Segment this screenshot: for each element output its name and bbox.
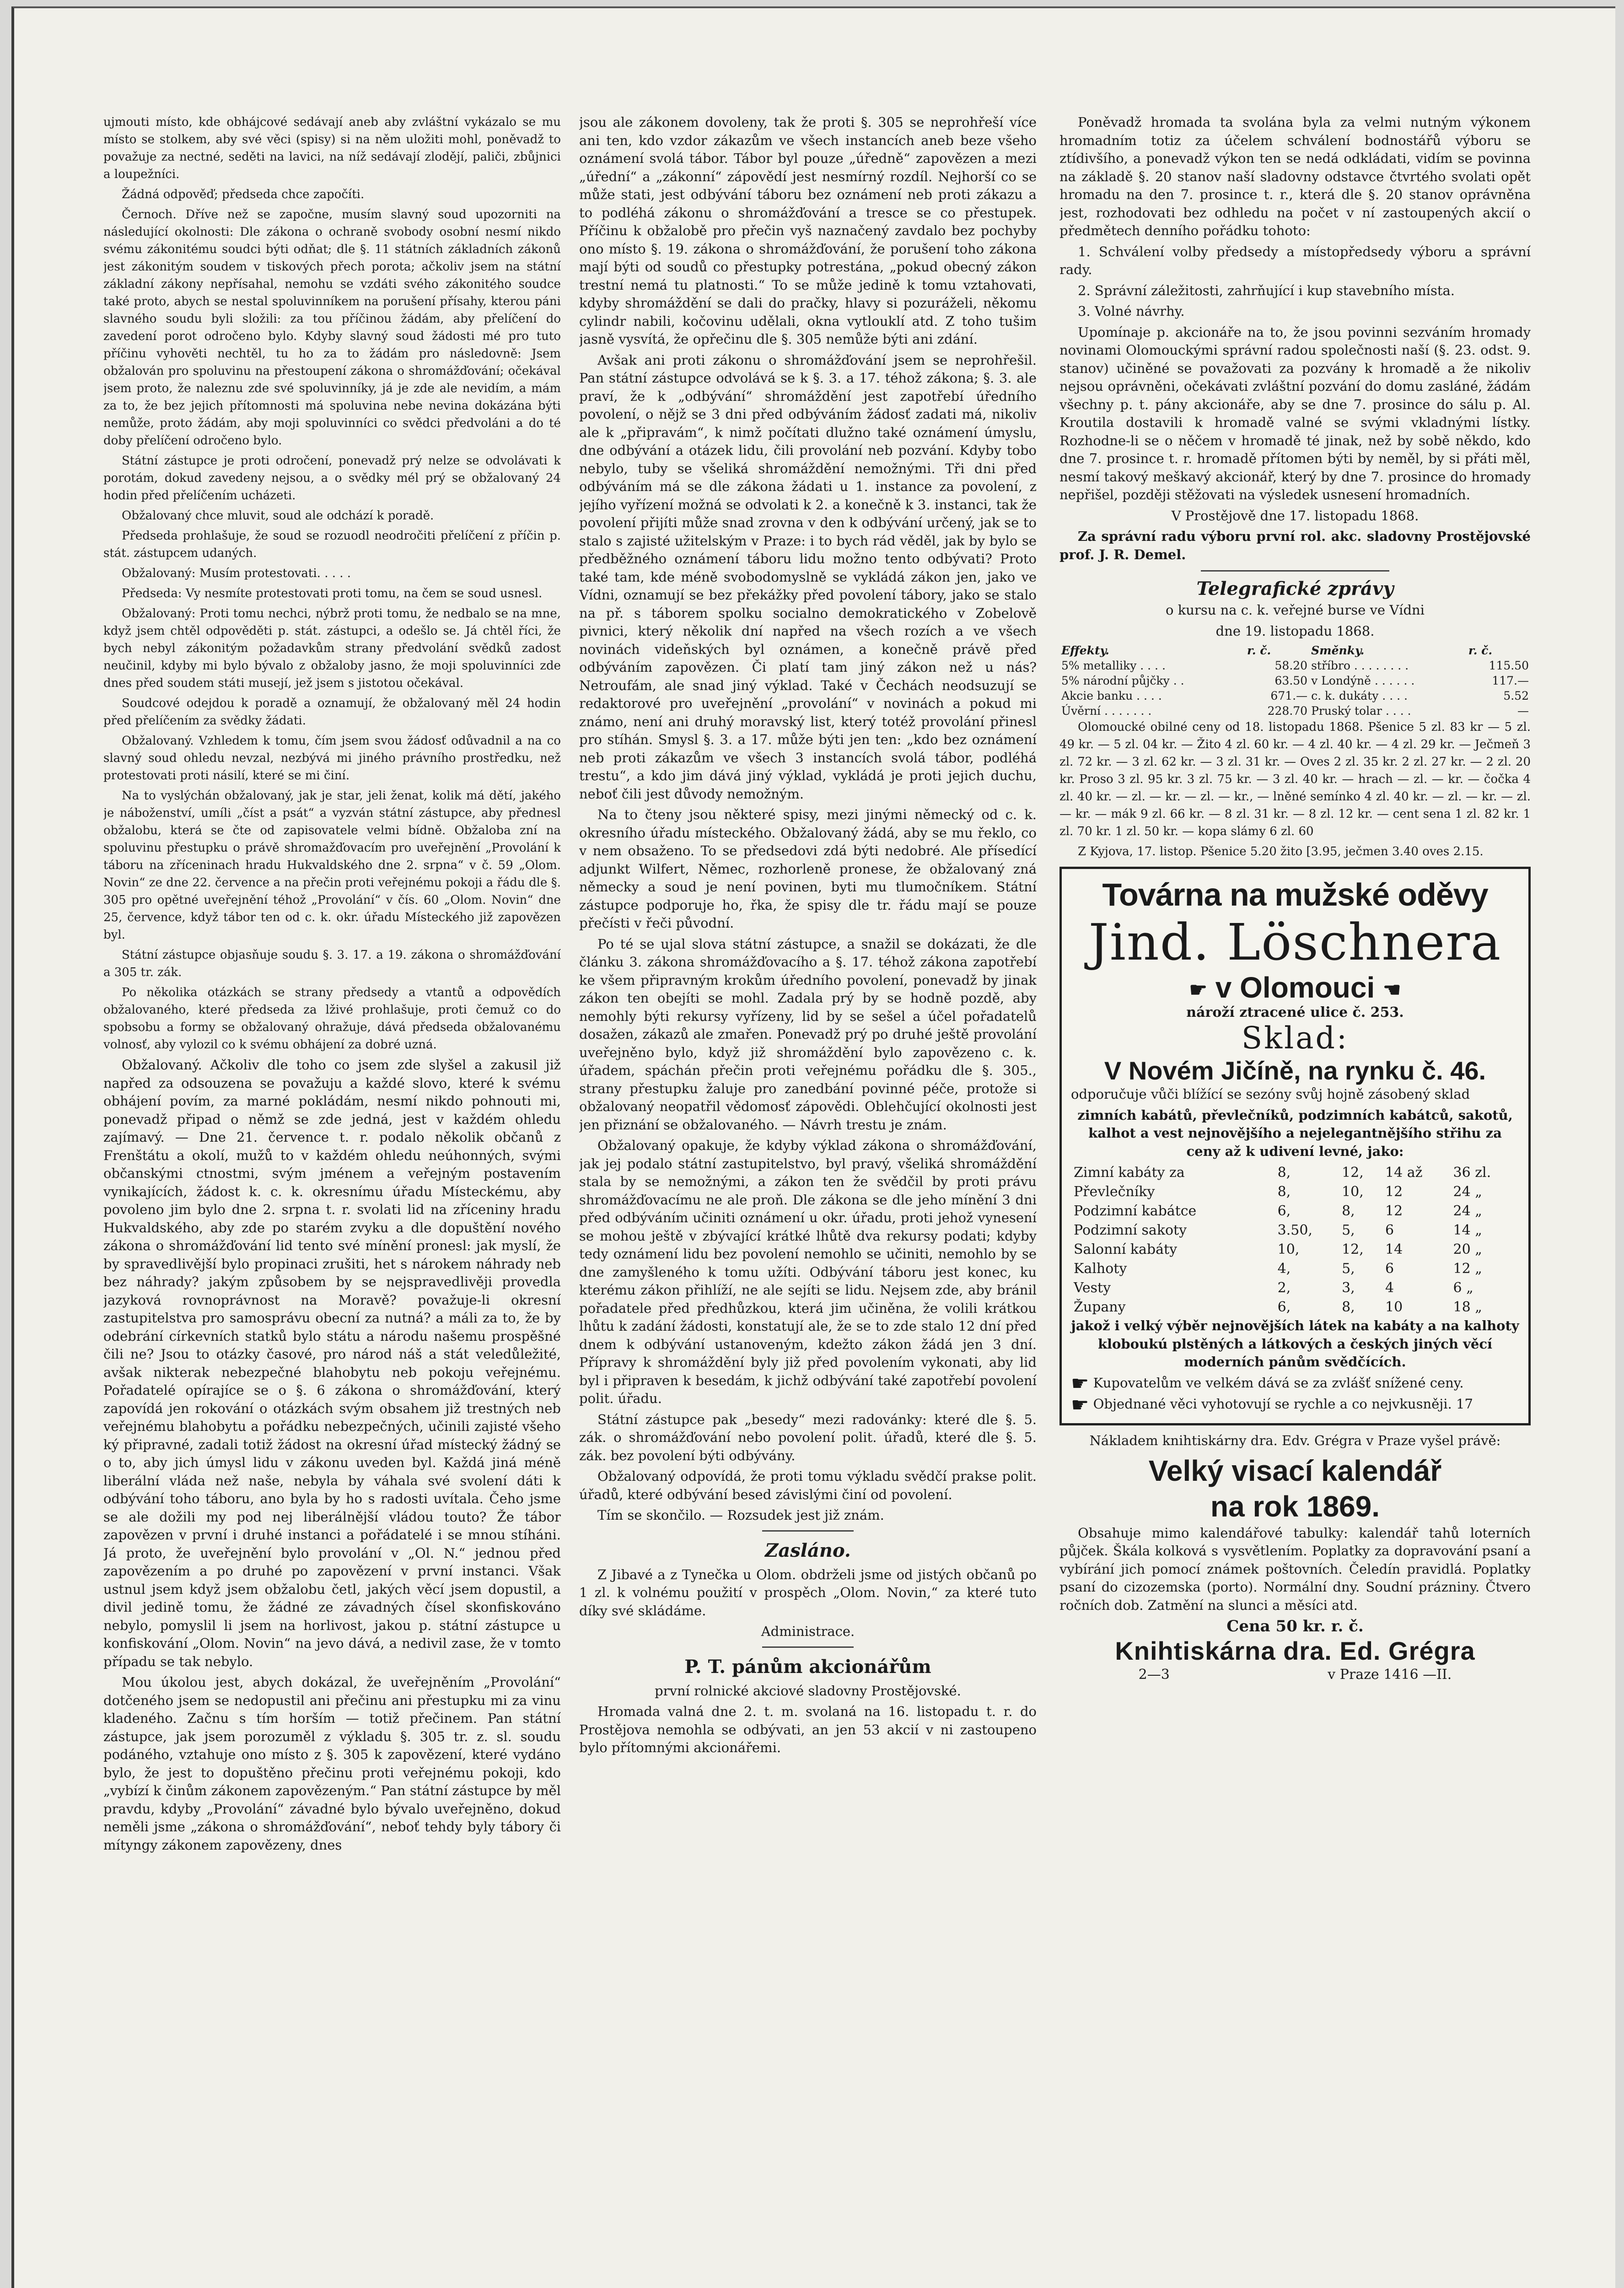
header-cell: Směnky. [1311, 644, 1365, 657]
table-row [1059, 703, 1531, 718]
table-row [1071, 1221, 1519, 1240]
section-heading-telegraf: Telegrafické zprávy [1196, 578, 1394, 599]
ad-text: zimních kabátů, převlečníků, podzimních kabátců, sakotů, kalhot a vest nejnovějšího a nejelegantnějšího střihu za ceny až k udivení levné, jako: [1077, 1107, 1513, 1159]
paragraph: Obžalovaný opakuje, že kdyby výklad zákona o shromážďování, jak jej podalo státní zastupitelstvo, byl pravý, všeliká shromáždění stala by se nemožnými, a zákon ten že svědčil by proti právu shromážďovacímu ne ale proň. Dle zákona se dle jeho mínění 3 dni před odbýváním učiniti oznámení u okr. úřadu, proti jehož vynesení se mohou ještě v zbývající krátké lhůtě dva rekursy podati; kdyby tedy oznámení lidu bez povolení nemohlo se učiniti, nemohlo by se dne zamyšleného k tomu užíti. Odbývání táboru jest konec, ku kterému zákon přihlíží, ne ale sejíti se lidu. Nejsem zde, aby bránil pořadatele před předhůzkou, která jim učiněna, že volili krátkou lhůtu k zadání žádosti, konstatují ale, že se to zde stalo 12 dní před dnem k odbývání ustanoveným, kdežto zákon žádá jen 3 dní. Přípravy k shromáždění byly již před povolením vykonati, aby lid byl i připraven k besedám, k jichž odbývání také zapotřebí povolení polit. úřadu. [579, 1138, 1037, 1406]
ad-wholesale: Kupovatelům ve velkém dává se za zvlášť snížené ceny. [1093, 1375, 1464, 1391]
ad-warehouse-address: V Novém Jičíně, na rynku č. 46. [1104, 1056, 1486, 1085]
table-row [1071, 1240, 1519, 1259]
paragraph: Soudcové odejdou k poradě a oznamují, že obžalovaný měl 24 hodin před přelíčením za svědky žádati. [103, 696, 561, 728]
section-heading-akcionari: P. T. pánům akcionářům [684, 1656, 931, 1678]
ad-city [1071, 971, 1519, 1004]
ad-city-label: v Olomouci [1215, 971, 1375, 1004]
table-cell: 12, [1342, 1165, 1364, 1181]
grain-prices: Olomoucké obilné ceny od 18. listopadu 1868. Pšenice 5 zl. 83 kr — 5 zl. 49 kr. — 5 zl. 04 kr. — Žito 4 zl. 60 kr. — 4 zl. 40 kr. — 4 zl. 29 kr. — Ječmeň 3 zl. 72 kr. — 3 zl. 62 kr. — 3 zl. 31 kr. — Oves 2 zl. 35 kr. 2 zl. 27 kr. — 2 zl. 20 kr. Proso 3 zl. 95 kr. 3 zl. 75 kr. — 3 zl. 40 kr. — hrach — zl. — kr. — čočka 4 zl. 40 kr. — zl. — kr. — zl. — kr., — lněné semínko 4 zl. 40 kr. — zl. — kr. — zl. — kr. — mák 9 zl. 66 kr. — 8 zl. 31 kr. — 8 zl. 12 kr. — cent sena 1 zl. 82 kr. 1 zl. 70 kr. 1 zl. 50 kr. — kopa slámy 6 zl. 60 [1059, 720, 1531, 838]
table-cell: 2, [1277, 1280, 1291, 1296]
printer-name: Knihtiskárna dra. Ed. Grégra [1115, 1636, 1475, 1665]
table-cell: 20 „ [1453, 1241, 1482, 1257]
ad-headline: Továrna na mužské oděvy [1102, 877, 1488, 912]
ad-orders: Objednané věci vyhotovují se rychle a co nejvkusněji. [1093, 1396, 1452, 1412]
signature: Administrace. [761, 1624, 855, 1639]
table-cell: 24 „ [1453, 1203, 1482, 1219]
paragraph: ujmouti místo, kde obhájcové sedávají aneb aby zvláštní vykázalo se mu místo se stolkem, aby své věci (spisy) si na něm uložiti mohl, poněvadž to považuje za nectné, seděti na lavici, na níž sedávají zlodějí, paliči, zbůjnici a loupežníci. [103, 115, 561, 181]
table-row [1071, 1163, 1519, 1182]
table-cell: 5.52 [1503, 689, 1529, 702]
table-cell: 12 [1385, 1203, 1403, 1219]
table-cell: 63.50 [1274, 674, 1308, 687]
table-cell: 10, [1277, 1241, 1300, 1257]
ad-number: 17 [1456, 1396, 1473, 1412]
calendar-year: na rok 1869. [1210, 1489, 1380, 1523]
header-cell: r. č. [1247, 644, 1271, 657]
table-cell: 8, [1277, 1184, 1291, 1200]
paragraph: Po té se ujal slova státní zástupce, a snažil se dokázati, že dle článku 3. zákona shromážďovacího a §. 17. téhož zákona zapotřebí ke všem připravným krokům úředního povolení, ponevadž by jinak zákon ten obejíti se mohl. Zadala prý by se hodně pozdě, aby nemohly býti rekursy vyřízeny, lid by se sešel a účel pořadatelů dosažen, zákazů ale zmařen. Ponevadž prý po druhé ještě provolání uveřejněno bylo, když již shromáždění bylo zapovězeno c. k. úřadem, spáchán přečin proti veřejnému pořádku dle §. 305., strany přestupku žaluje pro zanedbání povinné péče, protože si obžalovaný neopatřil vědomosť zápovědi. Oblehčující okolnosti jest jen přiznání se obžalovaného. — Návrh trestu je znám. [579, 936, 1037, 1133]
ad-address: nároží ztracené ulice č. 253. [1186, 1004, 1404, 1020]
dateline: V Prostějově dne 17. listopadu 1868. [1171, 507, 1419, 523]
paragraph: Státní zástupce pak „besedy“ mezi radovánky: které dle §. 5. zák. o shromážďování nebo povolení polit. úřadů, které dle §. 5. zák. bez povolení býti odbývány. [579, 1411, 1037, 1463]
paragraph: Obžalovaný odpovídá, že proti tomu výkladu svědčí prakse polit. úřadů, které odbývání besed závislými činí od povolení. [579, 1468, 1037, 1502]
paragraph: Obžalovaný. Ačkoliv dle toho co jsem zde slyšel a zakusil již napřed za odsouzena se považuju a každé slovo, které k svému obhájení povím, za marné pokládám, nesmí nikdo pohnouti mi, ponevadž připad o němž se zde jedná, jest v každém ohledu zajímavý. — Dne 21. července t. r. podalo několik občanů z Frenštátu a okolí, mužů to v každém ohledu neúhonných, svými občanskými ctnostmi, svým jménem a veřejným postavením vynikajících, žádost k. c. k. okresnímu úřadu Místeckému, aby povoleno jim bylo dne 2. srpna t. r. svolati lid na zříceniny hradu Hukvaldského, aby zde po starém zvyku a dle dopuštění nového zákona o shromážďování lid tento své mínění pronesl: jak myslí, že by spravedlivější bylo propinaci zrušiti, het s nárokem náhrady neb bez náhrady? jakým způsobem by se nejspravedlivěji provedla jazyková rovnoprávnost na Moravě? považuje-li okresní zastupitelstva pro samosprávu obecní za nutná? a máli za to, že by odebrání církevních statků bylo státu a národu našemu prospěšné čili ne? Jsou to otázky časové, pro národ náš a stát veledůležité, avšak nikterak nebezpečné blahobytu neb pokoju veřejnému. Pořadatelé opírajíce se o §. 6 zákona o shromážďování, který zapovídá jen rokování o otázkách svým obsahem již trestných neb veřejnému blahobytu a pořádku nebezpečných, učinili zajisté všeho ký připravné, zadali totiž žádost na okresní úřad místecký žádný se o to, aby jich úmysl lidu v zákonu uveden byl. Každá jiná méně liberální vláda než naše, nebyla by váhala své svolení dáti k odbývání toho táboru, ano byla by ho s radosti uvítala. Čeho jsme se ale dožili my pod nej liberálnější vládou touto? Že tábor zapovězen v první i druhé instanci a pořádatelé i se mnou stíháni. Já proto, že uveřejnění bylo provolání v „Ol. N.“ jednou před zapovězením a po druhé po zapovězení v první instanci. Však ustnul jsem když jsem obžalobu četl, jakých věcí jsem dopustil, a divil jedině tomu, že žádné ze závadných čísel skonfiskováno nebylo, pomyslil li jsem na horlivost, jakou p. státní zástupce u konfiskování „Olom. Novin“ na jevo dává, a nedivil zase, že v tomto případu se tak nebylo. [103, 1057, 561, 1669]
table-cell: Zimní kabáty za [1074, 1165, 1185, 1181]
table-cell: 117.— [1492, 674, 1529, 687]
subheading: dne 19. listopadu 1868. [1215, 623, 1375, 639]
ad-text: odporučuje vůči blížící se sezóny svůj hojně zásobený sklad [1071, 1086, 1470, 1102]
table-row [1059, 673, 1531, 688]
pointing-hand-icon: ☛ [1189, 978, 1207, 1001]
calendar-text: Obsahuje mimo kalendářové tabulky: kalendář tahů loterních půjček. Škála kolková s vysvětlením. Poplatky za dopravování psaní a vybírání jich pomocí známek poštovních. Čeledín pravidlá. Poplatky psaní do cizozemska (porto). Normální dny. Soudní prázniny. Čtvero ročních dob. Zatmění na slunci a měsíci atd. [1059, 1525, 1531, 1613]
divider [762, 1646, 854, 1648]
exchange-rates-table [1059, 643, 1531, 718]
table-cell: 4 [1385, 1280, 1394, 1296]
table-cell: 24 „ [1453, 1184, 1482, 1200]
table-cell: 4, [1277, 1261, 1291, 1277]
agenda-item: 1. Schválení volby předsedy a místopředsedy výboru a správní rady. [1059, 243, 1531, 277]
calendar-title: Velký visací kalendář [1148, 1454, 1442, 1487]
table-cell: Podzimní kabátce [1074, 1203, 1197, 1219]
table-cell: Kalhoty [1074, 1261, 1127, 1277]
paragraph: Státní zástupce je proti odročení, ponevadž prý nelze se odvolávati k porotám, dokud zavedeny nejsou, a o svědky mél prý se obžalovaný 24 hodin před přelíčením ucházeti. [103, 454, 561, 502]
table-cell: 5% metalliky . . . . [1061, 659, 1166, 672]
table-row [1071, 1202, 1519, 1221]
paragraph: Na to vyslýchán obžalovaný, jak je star, jeli ženat, kolik má dětí, jakého je náboženství, umíli „číst a psát“ a vyzván státní zástupce, aby přednesl obžalobu, která se čte od zapisovatele velmi bídně. Obžaloba zní na spoluvinu přestupku o právě shromažďovacím pro uveřejnění „Provolání k táboru na zříceninach hradu Hukvaldského dne 2. srpna“ v č. 59 „Olom. Novin“ ze dne 22. července a na přečin proti veřejnému pokoji a řádu dle §. 305 pro opětné uveřejnění téhož „Provolání“ v čís. 60 „Olom. Novin“ dne 25, července, když tábor ten od c. k. okr. úřadu Místeckého již zapovězen byl. [103, 789, 561, 942]
table-row [1059, 688, 1531, 703]
paragraph: Předseda prohlašuje, že soud se rozuodl neodročiti přelíčení z příčin p. stát. zástupcem udaných. [103, 529, 561, 560]
subheading: o kursu na c. k. veřejné burse ve Vídni [1166, 602, 1425, 618]
header-cell: Effekty. [1061, 644, 1109, 657]
table-cell: 3, [1342, 1280, 1355, 1296]
advertisement-loschner [1059, 867, 1531, 1425]
table-cell: stříbro . . . . . . . . [1311, 659, 1409, 672]
calendar-price: Cena 50 kr. r. č. [1226, 1617, 1364, 1635]
pointing-hand-icon: ☛ [1071, 1371, 1089, 1395]
table-cell: 8, [1342, 1299, 1355, 1315]
subheading: první rolnické akciové sladovny Prostějovské. [655, 1683, 961, 1699]
paragraph: Černoch. Dříve než se započne, musím slavný soud upozorniti na následující okolnosti: Dle zákona o ochraně svobody osobní nesmí nikdo svému zákonitému soudci býti odňat; dle §. 11 státních základních zákonů jest zákonitým soudem v tiskových přech porota; ačkoliv jsem na státní základní zákony nepřísahal, nemohu se vzdáti svého zákonitého soudce také proto, abych se nestal spoluvinníkem na porušení přísahy, kterou páni slavného soudu byli složili: za tou příčinou žádám, aby přelíčení do zavedení porot odročeno bylo. Kdyby slavný soud žádosti mé pro tuto příčinu vyhověti nechtěl, tu ho za to žádám pro následovně: Jsem obžalován pro spoluvinu na přestoupení zákona o shromážďování; očekával jsem proto, že naleznu zde své spoluvinníky, já je zde ale nevidím, a mám za to, že bez jejich přítomnosti má spoluvina nebe nevina dokázána býti nemůže, proto žádám, aby moji spoluvinníci co svědci předvoláni a do té doby přelíčení odročeno bylo. [103, 208, 561, 448]
agenda-item: 3. Volné návrhy. [1078, 303, 1185, 319]
column-2 [579, 113, 1037, 2288]
table-row [1059, 658, 1531, 673]
table-cell: v Londýně . . . . . . [1311, 674, 1415, 687]
table-cell: 12 [1385, 1184, 1403, 1200]
divider [762, 1530, 854, 1532]
paragraph: Hromada valná dne 2. t. m. svolaná na 16. listopadu t. r. do Prostějova nemohla se odbývati, an jen 53 akcií v ni zastoupeno bylo přítomnými akcionářemi. [579, 1704, 1037, 1755]
table-row [1071, 1182, 1519, 1202]
table-cell: 5, [1342, 1222, 1355, 1238]
table-cell: 6 „ [1453, 1280, 1473, 1296]
section-heading-zaslano: Zasláno. [765, 1539, 851, 1561]
column-1 [103, 113, 561, 2288]
table-cell: Převlečníky [1074, 1184, 1155, 1200]
paragraph: Obžalovaný: Musím protestovati. . . . . [122, 567, 351, 580]
table-cell: 6 [1385, 1222, 1394, 1238]
footer-code: 2—3 [1138, 1667, 1170, 1683]
paragraph: Státní zástupce objasňuje soudu §. 3. 17. a 19. zákona o shromážďování a 305 tr. zák. [103, 948, 561, 979]
paragraph: Avšak ani proti zákonu o shromážďování jsem se neprohřešil. Pan státní zástupce odvolává se k §. 3. a 17. téhož zákona; §. 3. ale praví, že k „odbývání“ shromáždění jest zapotřebí úředního povolení, o nějž se 3 dni před odbýváním žádosť zadati má, nikoliv ale k „připravám“, k nimž počítati dlužno také oznámení úmyslu, dne odbývání a otázek lidu, čili provolání neb pozvání. Kdyby tobo nebylo, tuby se všeliká shromáždění nemožnými. Tři dni před odbýváním má se dle zákona žádati u 1. instance za povolení, z jejího vyřízení možná se odvolati k 2. a konečně k 3. instanci, tak že povolení přijíti může snad zrovna v den k odbývání určený, jak se to stalo s zajisté užitelským v Praze: i to bych rád věděl, jak by bylo se předběžného oznámení táboru lidu možno tento odbývati? Proto také tam, kde méně svobodomyslně se vykládá zákon jen, jako ve Vídni, oznamují se bez překážky před povolení tábory, jako se stalo na př. s táborem spolku socialno demokratického v Zobelově pivnici, který několik dní napřed na všech rozích a ve všech novinách videňských byl oznámen, a konečně právě před odbýváním zapovězen. Či platí tam jiný zákon než u nás? Netroufám, ale snad jiný výklad. Také v Čechách neodsuzují se redaktorové pro uveřejnění „provolání“ v novinách a pokud mi známo, není ani druhý moravský list, který totéž provolání přinesl pro stíhán. Smysl §. 3. a 17. může býti jen ten: „kdo bez oznámení neb proti zákazům ve všech 3 instancích svolá tábor, podléhá trestu“, a kdo jim dává jiný výklad, vykládá je proti jejich duchu, neboť čili jest důvody nemožným. [579, 352, 1037, 802]
paragraph: Žádná odpověď; předseda chce započíti. [122, 188, 365, 201]
table-cell: 115.50 [1489, 659, 1529, 672]
column-3 [1059, 113, 1531, 2288]
table-cell: 5% národní půjčky . . [1061, 674, 1184, 687]
table-header [1059, 643, 1531, 658]
table-cell: Župany [1074, 1299, 1126, 1315]
grain-prices-kyjov: Z Kyjova, 17. listop. Pšenice 5.20 žito [3.95, ječmen 3.40 oves 2.15. [1078, 845, 1484, 858]
table-cell: 10, [1342, 1184, 1364, 1200]
table-cell: 12 „ [1453, 1261, 1482, 1277]
paragraph: Obžalovaný: Proti tomu nechci, nýbrž proti tomu, že nedbalo se na mne, když jsem chtěl odpověděti p. stát. zástupci, a odešlo se. Já chtěl říci, že bych nebyl zákonitým požadavkům strany předvolání svědků zadost neučinil, kdyby mi bylo bývalo z obžaloby jasno, že moji spoluvinníci zde dnes před soudem státi musejí, jež jsem s jistotou očekával. [103, 607, 561, 690]
table-cell: Podzimní sakoty [1074, 1222, 1187, 1238]
ad-text [1071, 1371, 1519, 1395]
paragraph: Obžalovaný chce mluvit, soud ale odchází k poradě. [122, 509, 434, 523]
table-cell: 5, [1342, 1261, 1355, 1277]
ad-text: jakož i velký výběr nejnovějších látek na kabáty a na kalhoty kloboukú plstěných a látkových a českých jiných věcí moderních pánům svědčících. [1071, 1318, 1519, 1370]
paragraph: jsou ale zákonem dovoleny, tak že proti §. 305 se neprohřeší více ani ten, kdo vzdor zákazům ve všech instancích aneb beze všeho oznámení svolá tábor. Tábor byl pouze „úředně“ zapovězen a mezi „úřední“ a „zákonní“ zápovědí jest nesmírný rozdíl. Nejhorší co se může stati, jest odbývání táboru bez oznámení neb proti zákazu a to podléhá zákonu o shromážďování a tresce se co přestupek. Příčinu k obžalobě pro přečin vyš naznačený zavdalo bez pochyby ono místo §. 19. zákona o shromážďování, že porušení toho zákona mají býti od soudů co přestupky potrestána, „pokud obecný zákon trestní nemá tu platnosti.“ To se může jedině k tomu vztahovati, kdyby shromáždění se dali do pračky, hlavy si pozuráželi, někomu cylindr nabili, kočovinu udělali, okna vytlouklí atd. Z toho tušim jasně vysvítá, že opřečinu dle §. 305 nemůže býti ani zdání. [579, 114, 1037, 347]
table-cell: 14 až [1385, 1165, 1423, 1181]
printer-footer [1059, 1667, 1531, 1683]
paragraph: Předseda: Vy nesmíte protestovati proti tomu, na čem se soud usnesl. [122, 587, 543, 600]
ad-text [1071, 1393, 1519, 1417]
table-row [1071, 1259, 1519, 1279]
table-cell: 14 [1385, 1241, 1403, 1257]
table-cell: 10 [1385, 1299, 1403, 1315]
ad-warehouse-heading: Sklad: [1241, 1020, 1349, 1056]
signature: Za správní radu výboru první rol. akc. sladovny Prostějovské prof. J. R. Demel. [1059, 529, 1531, 562]
header-cell: r. č. [1468, 644, 1493, 657]
table-cell: 14 „ [1453, 1222, 1482, 1238]
paragraph: Upomínaje p. akcionáře na to, že jsou povinni sezváním hromady novinami Olomouckými správní radou společnosti naší (§. 23. odst. 9. stanov) učiněné se považovati za pozvány k hromadě a že nikoliv nejsou oprávněni, očekávati zvláštní pozvání do domu zasláné, žádám všechny p. t. pány akcionáře, aby se dne 7. prosince do sálu p. Al. Kroutila dostavili k hromadě valné se svými vkladnými lístky. Rozhodne-li se o něčem v hromadě té jinak, než by sobě někdo, kdo dne 7. prosince t. r. hromadě přítomen býti by neměl, by si přáti měl, nesmí takový meškavý akcionář, který by dne 7. prosince do hromady nepřišel, později stěžovati na výsledek usnesení hromadních. [1059, 324, 1531, 502]
paragraph: Mou úkolou jest, abych dokázal, že uveřejněním „Provolání“ dotčeného jsem se nedopustil ani přečinu ani přestupku mi za vinu kladeného. Začnu s tím horším — totiž přečinem. Pan státní zástupce, jak jsem porozuměl z výkladu §. 305 tr. z. sl. soudu podáného, vztahuje ono místo z §. 305 k zapovězení, které vydáno bylo, že jest to dopuštěno přečinu proti veřejnému pokoji, kdo „vybízí k činům zákonem zapovězeným.“ Pan státní zástupce by měl pravdu, kdyby „Provolání“ závadné bylo bývalo uveřejněno, dokud neměli jsme „zákona o shromážďování“, neboť tehdy byly tábory či mítyngy zákonem zapovězeny, dnes [103, 1674, 561, 1853]
table-cell: Salonní kabáty [1074, 1241, 1178, 1257]
table-cell: 58.20 [1274, 659, 1308, 672]
paragraph: Po několika otázkách se strany předsedy a vtantů a odpovědích obžalovaného, které předseda za lživé prohlašuje, proti čemuž co do spobsobu a formy se obžalovaný ohražuje, dává předseda obžalovanému volnosť, aby vylozil co k svému obhájení za dobré uzná. [103, 986, 561, 1052]
pointing-hand-icon: ☚ [1383, 978, 1401, 1001]
paragraph: Na to čteny jsou některé spisy, mezi jinými německý od c. k. okresního úřadu místeckého. Obžalovaný žádá, aby se mu řeklo, co v nem obsaženo. To se předsedovi zdá býti nedobré. Ale přísedící adjunkt Wilfert, Němec, rozhorleně pronese, že obžalovaný zná německy a soud je není povinen, byti mu tlumočníkem. Státní zástupce podporuje ho, řka, že spisy dle tr. řádu mají se pouze přečísti v řeči původní. [579, 807, 1037, 931]
table-cell: — [1517, 704, 1529, 718]
table-cell: 228.70 [1267, 704, 1308, 718]
agenda-item: 2. Správní záležitosti, zahrňující i kup stavebního místa. [1078, 282, 1455, 298]
table-cell: c. k. dukáty . . . . [1311, 689, 1408, 702]
paragraph: Poněvadž hromada ta svolána byla za velmi nutným výkonem hromadním totiz za účelem schválení bodnostářů výboru se ztídivšího, a ponevadž výkon ten se nedá odkládati, vidím se povinna na základě §. 20 stanov naší sladovny odstavce čtvrtého svolati opět hromadu na den 7. prosince t. r., která dle §. 20 stanov oprávněna jest, rozhodovati bez odhledu na počet v ní zastoupených akcií o předmětech denního pořádku tohoto: [1059, 114, 1531, 238]
paragraph: Obžalovaný. Vzhledem k tomu, čím jsem svou žádosť odůvadnil a na co slavný soud ohledu nevzal, nezbývá mi jiného právního prostředku, než protestovati proti násilí, které se mi činí. [103, 734, 561, 782]
table-cell: 18 „ [1453, 1299, 1482, 1315]
table-cell: 3.50, [1277, 1222, 1312, 1238]
table-row [1071, 1298, 1519, 1317]
pointing-hand-icon: ☛ [1071, 1393, 1089, 1417]
table-cell: 6 [1385, 1261, 1394, 1277]
table-cell: 6, [1277, 1299, 1291, 1315]
table-cell: 6, [1277, 1203, 1291, 1219]
table-cell: 8, [1277, 1165, 1291, 1181]
table-cell: Akcie banku . . . . [1061, 689, 1162, 702]
table-cell: Úvěrní . . . . . . . [1061, 704, 1152, 718]
table-cell: 12, [1342, 1241, 1364, 1257]
paragraph: Tím se skončilo. — Rozsudek jest již znám. [597, 1507, 884, 1523]
divider [1201, 570, 1389, 572]
table-row [1071, 1279, 1519, 1298]
table-cell: 36 zl. [1453, 1165, 1491, 1181]
ad-company-name: Jind. Löschnera [1088, 913, 1502, 971]
ad-price-table [1071, 1163, 1519, 1317]
paragraph: Z Jibavé a z Tynečka u Olom. obdrželi jsme od jistých občanů po 1 zl. k volnému použití v prospěch „Olom. Novin,“ za které tuto díky své skládáme. [579, 1566, 1037, 1619]
table-cell: Vesty [1074, 1280, 1111, 1296]
table-cell: 8, [1342, 1203, 1355, 1219]
newspaper-page [11, 6, 1615, 2288]
calendar-intro: Nákladem knihtiskárny dra. Edv. Grégra v Praze vyšel právě: [1089, 1433, 1501, 1448]
table-cell: 671.— [1270, 689, 1308, 702]
table-cell: Pruský tolar . . . . [1311, 704, 1411, 718]
footer-address: v Praze 1416 —II. [1328, 1667, 1452, 1683]
